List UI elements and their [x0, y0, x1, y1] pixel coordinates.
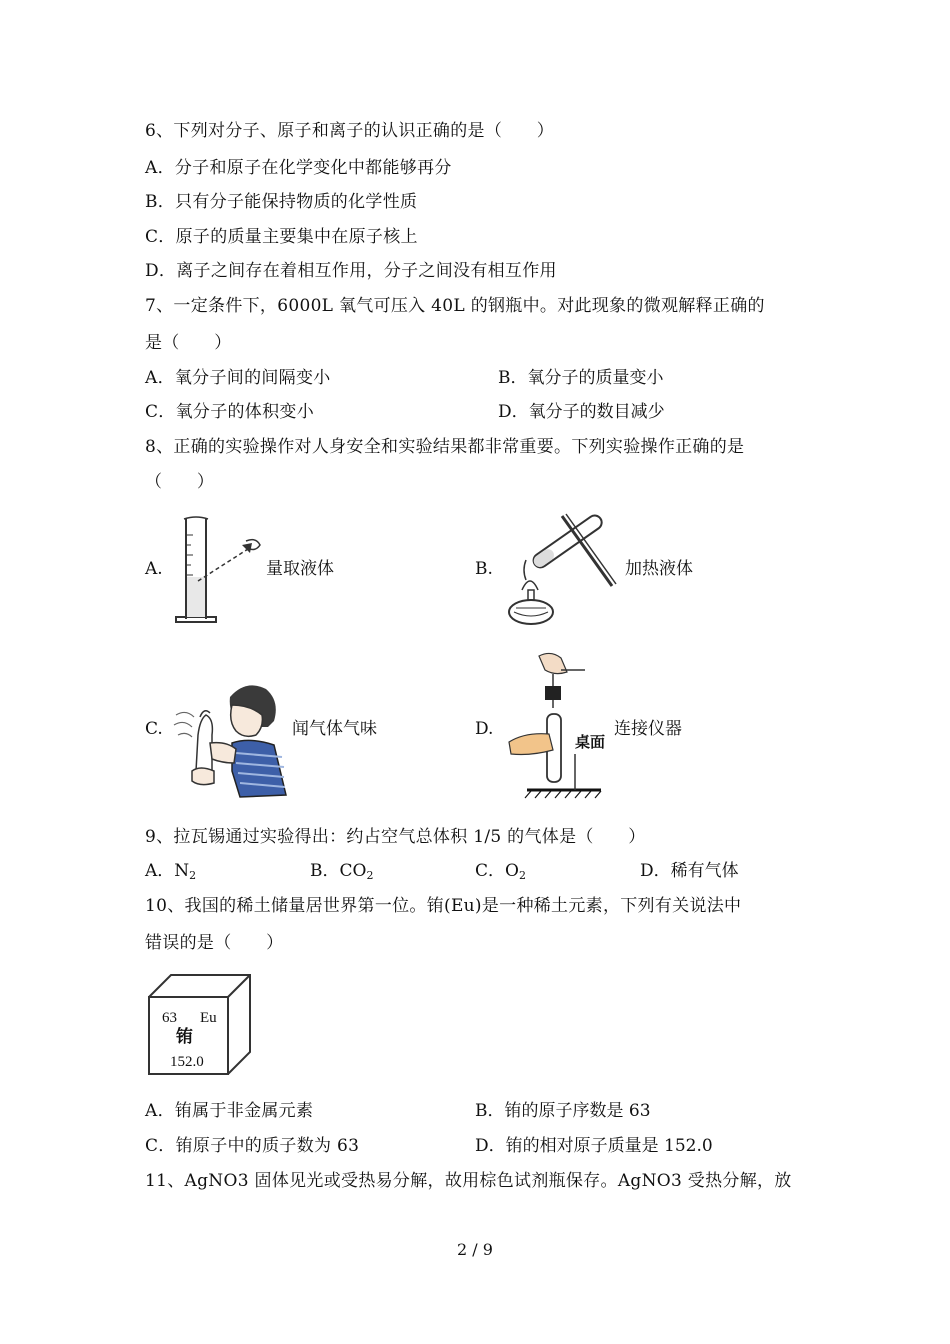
q8-option-c-label: C.	[145, 719, 163, 739]
page-number: 2 / 9	[457, 1240, 493, 1259]
connect-instrument-figure	[505, 650, 610, 800]
q7-option-c: C．氧分子的体积变小	[145, 402, 315, 422]
q9-option-d: D．稀有气体	[640, 861, 739, 881]
q10-option-d: D．铕的相对原子质量是 152.0	[475, 1136, 713, 1156]
q6-option-b: B．只有分子能保持物质的化学性质	[145, 192, 418, 212]
q6-option-a: A．分子和原子在化学变化中都能够再分	[145, 158, 452, 178]
q10-option-a: A．铕属于非金属元素	[145, 1101, 314, 1121]
element-atomic-number: 63	[162, 1010, 177, 1026]
q8-stem-line2: （ ）	[145, 472, 215, 492]
heating-liquid-figure	[500, 508, 625, 630]
q7-stem-line2: 是（ ）	[145, 333, 232, 353]
q6-stem: 6、下列对分子、原子和离子的认识正确的是（ ）	[145, 121, 555, 141]
element-card-europium	[146, 972, 254, 1078]
q8-option-d-label: D.	[475, 719, 494, 739]
q8-option-b-caption: 加热液体	[625, 559, 693, 579]
q8-option-c-caption: 闻气体气味	[292, 719, 377, 739]
q6-option-d: D．离子之间存在着相互作用，分子之间没有相互作用	[145, 261, 557, 281]
q10-stem-line1: 10、我国的稀土储量居世界第一位。铕(Eu)是一种稀土元素，下列有关说法中	[145, 896, 742, 916]
desk-label: 桌面	[575, 733, 606, 751]
q11-stem-line1: 11、AgNO3 固体见光或受热易分解，故用棕色试剂瓶保存。AgNO3 受热分解，放	[145, 1171, 792, 1191]
element-name: 铕	[176, 1027, 193, 1047]
q8-option-a-caption: 量取液体	[266, 559, 334, 579]
q7-option-b: B．氧分子的质量变小	[498, 368, 664, 388]
q8-option-a-label: A.	[145, 559, 163, 579]
q10-option-c: C．铕原子中的质子数为 63	[145, 1136, 360, 1156]
q9-option-c: C．$O_2$	[475, 861, 526, 882]
element-symbol: Eu	[200, 1010, 217, 1026]
q7-option-d: D．氧分子的数目减少	[498, 402, 665, 422]
graduated-cylinder-figure	[170, 515, 270, 627]
smelling-gas-figure	[170, 675, 290, 800]
q9-option-a: A．$N_2$	[145, 861, 197, 882]
element-atomic-mass: 152.0	[170, 1054, 204, 1070]
q7-stem-line1: 7、一定条件下，6000L 氧气可压入 40L 的钢瓶中。对此现象的微观解释正确的	[145, 296, 765, 316]
q8-option-b-label: B.	[475, 559, 493, 579]
q9-stem: 9、拉瓦锡通过实验得出：约占空气总体积 1/5 的气体是（ ）	[145, 827, 646, 847]
q10-option-b: B．铕的原子序数是 63	[475, 1101, 651, 1121]
q7-option-a: A．氧分子间的间隔变小	[145, 368, 331, 388]
q9-option-b: B．$CO_2$	[310, 861, 374, 882]
q8-stem-line1: 8、正确的实验操作对人身安全和实验结果都非常重要。下列实验操作正确的是	[145, 437, 745, 457]
q10-stem-line2: 错误的是（ ）	[145, 933, 284, 953]
q8-option-d-caption: 连接仪器	[614, 719, 682, 739]
q6-option-c: C．原子的质量主要集中在原子核上	[145, 227, 418, 247]
